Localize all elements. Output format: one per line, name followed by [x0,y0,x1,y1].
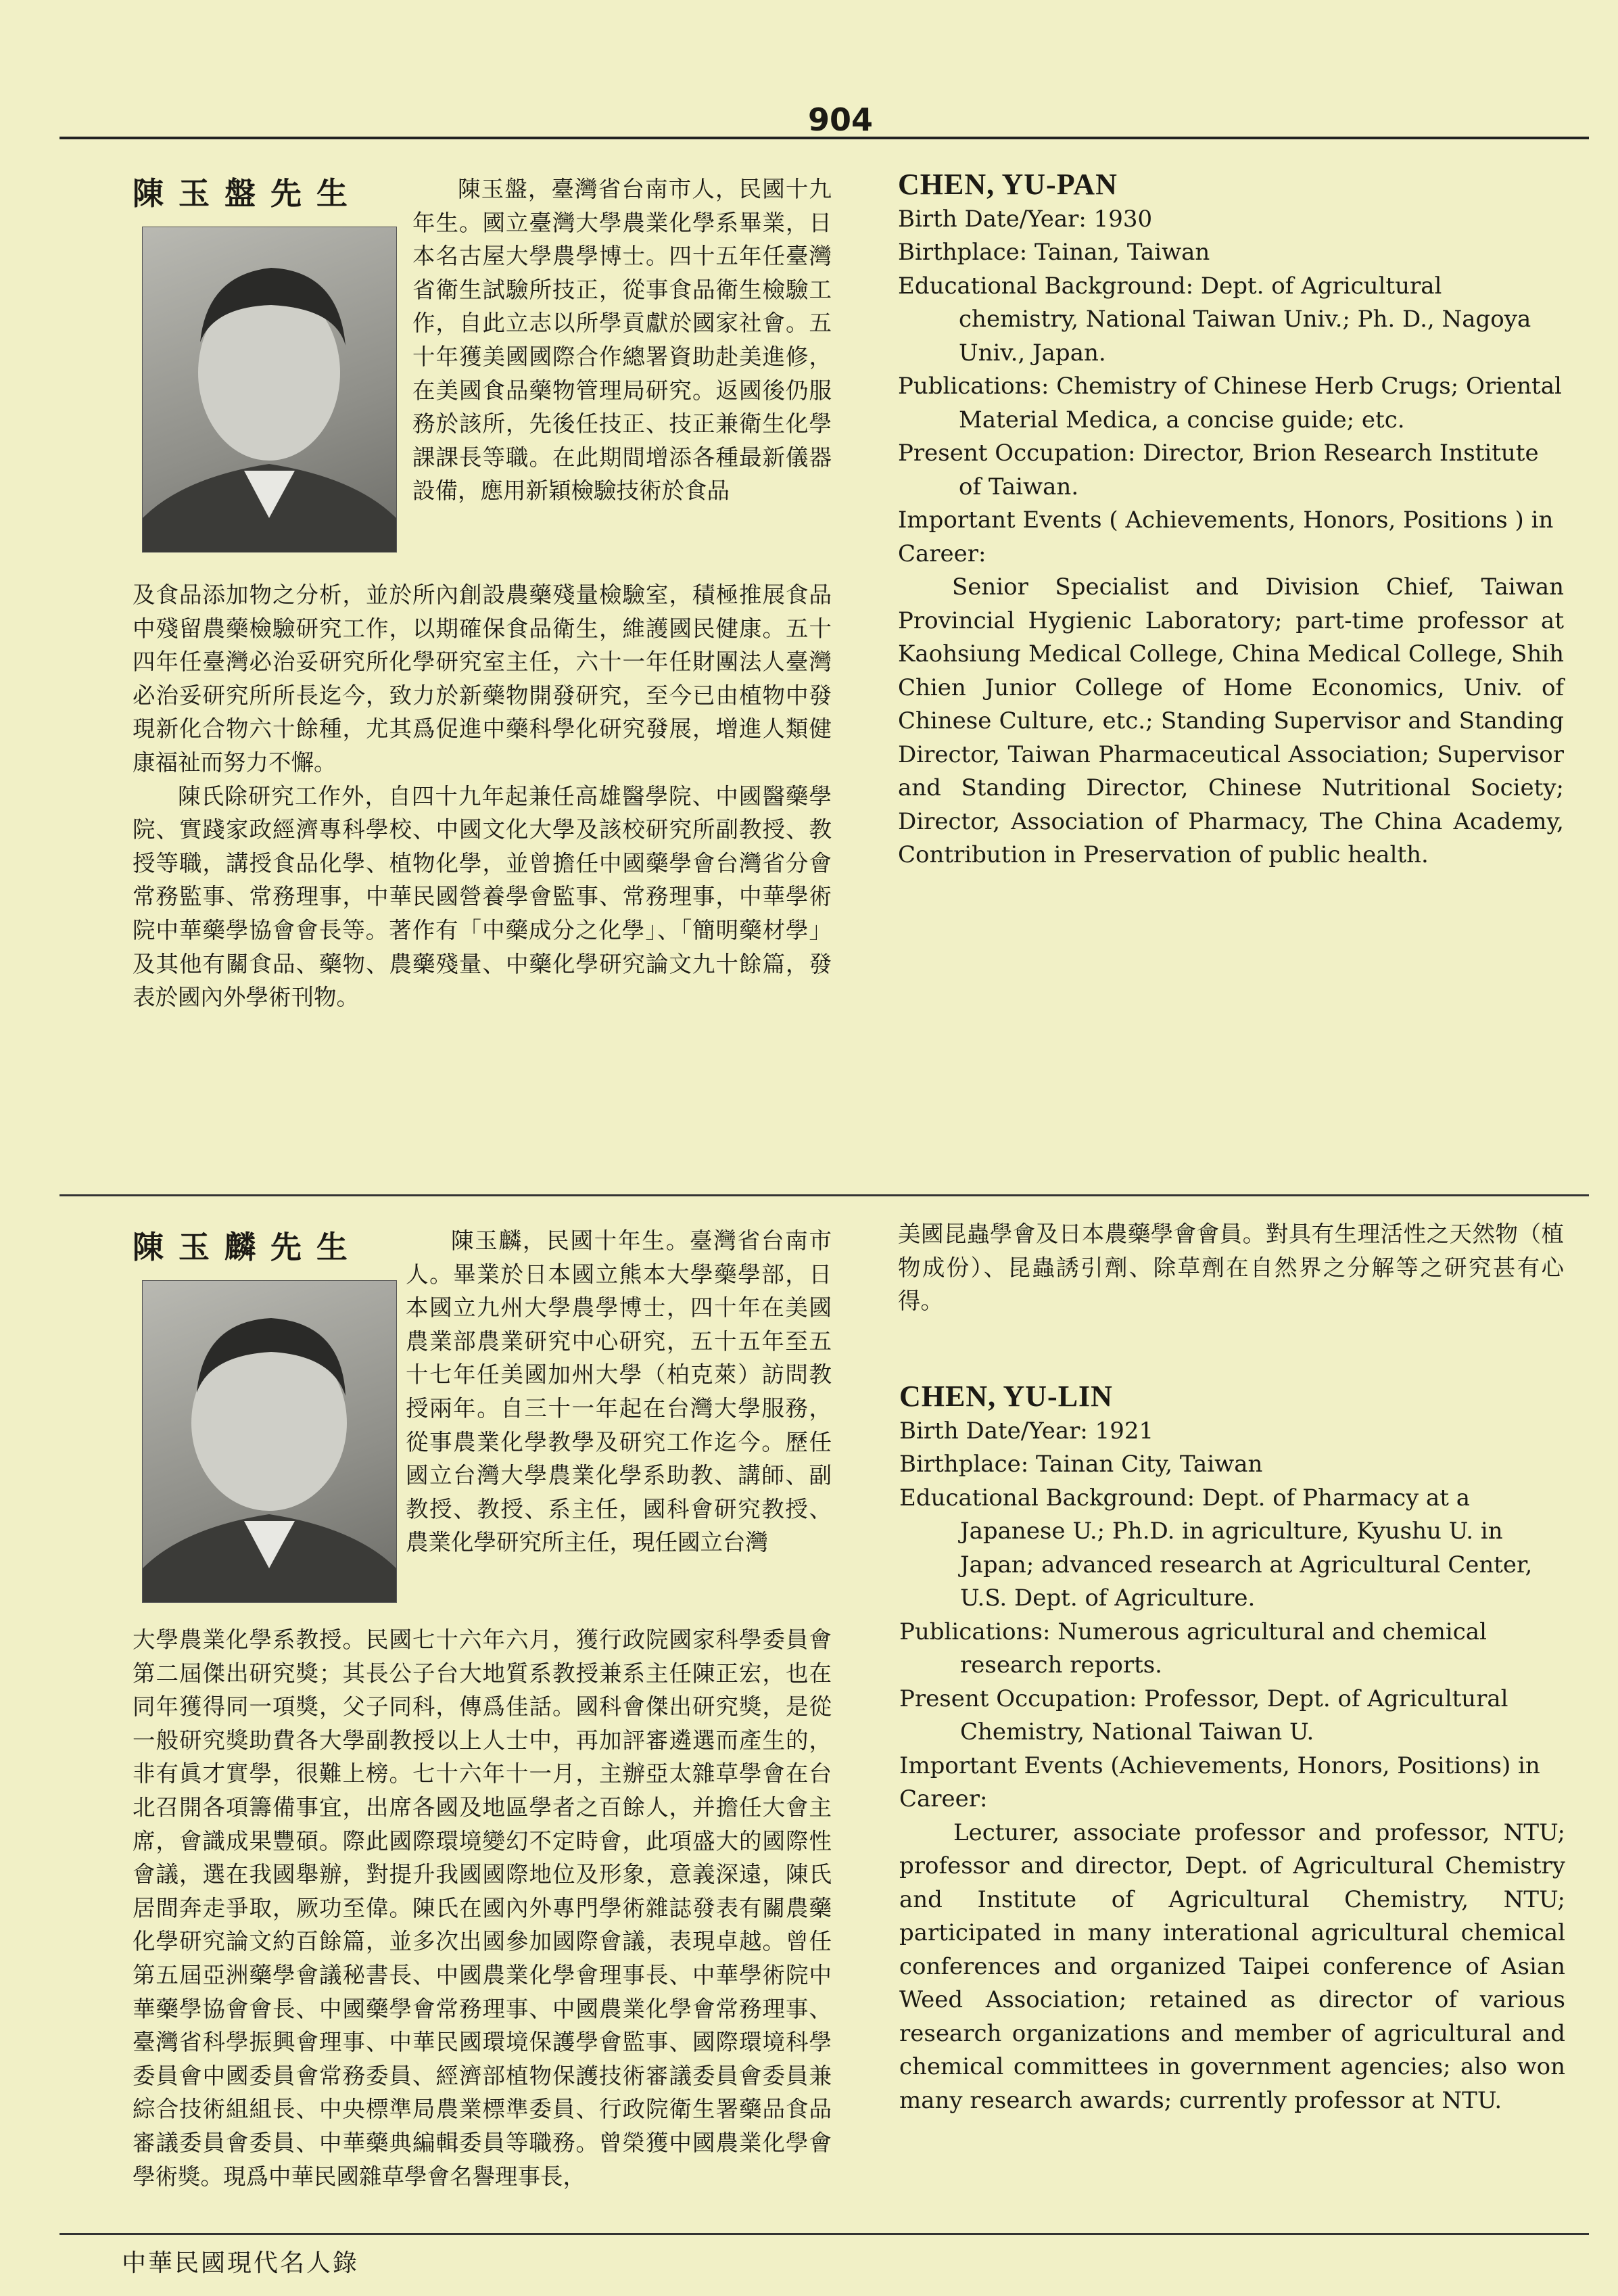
entry2-occupation: Present Occupation: Professor, Dept. of Agricultural Chemistry, National Taiwan U. [899,1685,1508,1746]
entry2-name-cn: 陳玉麟先生 [133,1229,362,1265]
entry1-events: Senior Specialist and Division Chief, Taiwan Provincial Hygienic Laboratory; part-time professor at Kaohsiung Medical College, China Medical College, Shih Chien Junior College of Home Economics, Univ. of Chinese Culture, etc.; Standing Supervisor and Standing Director, Taiwan Pharmaceutical Association; Supervisor and Standing Director, Chinese Nutritional Society; Director, Association of Pharmacy, The China Academy, Contribution in Preservation of public health. [898,573,1564,868]
entry2-birthplace: Birthplace: Tainan City, Taiwan [899,1451,1263,1478]
entry1-birthplace: Birthplace: Tainan, Taiwan [898,239,1210,266]
entry2-publications: Publications: Numerous agricultural and chemical research reports. [899,1618,1487,1679]
entry1-events-head: Important Events ( Achievements, Honors, Positions ) in Career: [898,507,1554,567]
entry1-portrait [142,227,397,553]
entry1-publications: Publications: Chemistry of Chinese Herb Crugs; Oriental Material Medica, a concise guide; etc. [898,373,1562,434]
entry1-bio-cn-para2: 陳氏除研究工作外，自四十九年起兼任高雄醫學院、中國醫藥學院、實踐家政經濟專科學校、中國文化大學及該校研究所副教授、教授等職，講授食品化學、植物化學，並曾擔任中國藥學會台灣省分會常務監事、常務理事，中華民國營養學會監事、常務理事，中華學術院中華藥學協會會長等。著作有「中藥成分之化學」、「簡明藥材學」及其他有關食品、藥物、農藥殘量、中藥化學研究論文九十餘篇，發表於國內外學術刊物。 [133,782,832,1011]
entry1-education: Educational Background: Dept. of Agricultural chemistry, National Taiwan Univ.; Ph. D., Nagoya Univ., Japan. [898,272,1531,367]
entry2-bio-cn-top: 陳玉麟，民國十年生。臺灣省台南市人。畢業於日本國立熊本大學藥學部，日本國立九州大學農學博士，四十年在美國農業部農業研究中心研究，五十五年至五十七年任美國加州大學（柏克萊）訪問教授兩年。自三十一年起在台灣大學服務，從事農業化學教學及研究工作迄今。歷任國立台灣大學農業化學系助教、講師、副教授、教授、系主任，國科會研究教授、農業化學研究所主任，現任國立台灣 [406,1227,832,1556]
entry2-bio-cn: 大學農業化學系教授。民國七十六年六月，獲行政院國家科學委員會第二屆傑出研究獎；其長公子台大地質系教授兼系主任陳正宏，也在同年獲得同一項獎，父子同科，傳爲佳話。國科會傑出研究獎，是從一般研究獎助費各大學副教授以上人士中，再加評審遴選而產生的，非有眞才實學，很難上榜。七十六年十一月，主辦亞太雜草學會在台北召開各項籌備事宜，出席各國及地區學者之百餘人，并擔任大會主席，會識成果豐碩。際此國際環境變幻不定時會，此項盛大的國際性會議，選在我國舉辦，對提升我國國際地位及形象，意義深遠，陳氏居間奔走爭取，厥功至偉。陳氏在國內外專門學術雜誌發表有關農藥化學研究論文約百餘篇，並多次出國參加國際會議，表現卓越。曾任第五屆亞洲藥學會議秘書長、中國農業化學會理事長、中華學術院中華藥學協會會長、中國藥學會常務理事、中國農業化學會常務理事、臺灣省科學振興會理事、中華民國環境保護學會監事、國際環境科學委員會中國委員會常務委員、經濟部植物保護技術審議委員會委員兼綜合技術組組長、中央標準局農業標準委員、行政院衛生署藥品食品審議委員會委員、中華藥典編輯委員等職務。曾榮獲中國農業化學會學術獎。現爲中華民國雜草學會名譽理事長， [133,1626,832,2190]
entry-divider [60,1194,1589,1196]
entry2-education: Educational Background: Dept. of Pharmacy at a Japanese U.; Ph.D. in agriculture, Kyushu U. in Japan; advanced research at Agricultural Center, U.S. Dept. of Agriculture. [899,1484,1533,1612]
page-number: 904 [808,101,874,138]
footer-rule [60,2233,1589,2235]
entry2-bio-cn-cont [898,1217,1564,1318]
entry2-english [899,1380,1565,2117]
entry1-name-en: CHEN, YU-PAN [898,168,1118,201]
entry1-bio-cn: 及食品添加物之分析，並於所內創設農藥殘量檢驗室，積極推展食品中殘留農藥檢驗研究工作，以期確保食品衛生，維護國民健康。五十四年任臺灣必治妥研究所化學研究室主任，六十一年任財團法人臺灣必治妥研究所所長迄今，致力於新藥物開發研究，至今已由植物中發現新化合物六十餘種，尤其爲促進中藥科學化研究發展，增進人類健康福祉而努力不懈。 陳氏除研究工作外，自四十九年起兼任高雄醫學院、中國醫藥學院、實踐家政經濟專科學校、中國文化大學及該校研究所副教授、教授等職，講授食品化學、植物化學，並曾擔任中國藥學會台灣省分會常務監事、常務理事，中華民國營養學會監事、常務理事，中華學術院中華藥學協會會長等。著作有「中藥成分之化學」、「簡明藥材學」及其他有關食品、藥物、農藥殘量、中藥化學研究論文九十餘篇，發表於國內外學術刊物。 [133,578,832,1014]
entry2-bio-cn-para2: 美國昆蟲學會及日本農藥學會會員。對具有生理活性之天然物（植物成份）、昆蟲誘引劑、除草劑在自然界之分解等之研究甚有心得。 [898,1221,1564,1315]
entry2-name-en: CHEN, YU-LIN [899,1380,1113,1413]
entry2-events: Lecturer, associate professor and professor, NTU; professor and director, Dept. of Agricultural Chemistry and Institute of Agricultural Chemistry, NTU; participated in many interational agricultural chemical conferences and organized Taipei conference of Asian Weed Association; retained as director of various research organizations and member of agricultural and chemical committees in government agencies; also won many research awards; currently professor at NTU. [899,1819,1565,2114]
entry2-portrait [142,1280,397,1603]
entry2-events-head: Important Events (Achievements, Honors, Positions) in Career: [899,1752,1540,1812]
entry1-occupation: Present Occupation: Director, Brion Research Institute of Taiwan. [898,440,1539,500]
entry1-english [898,168,1564,872]
entry1-bio-cn-top: 陳玉盤，臺灣省台南市人，民國十九年生。國立臺灣大學農業化學系畢業，日本名古屋大學農學博士。四十五年任臺灣省衛生試驗所技正，從事食品衛生檢驗工作，自此立志以所學貢獻於國家社會。五十年獲美國國際合作總署資助赴美進修，在美國食品藥物管理局研究。返國後仍服務於該所，先後任技正、技正兼衛生化學課課長等職。在此期間增添各種最新儀器設備，應用新穎檢驗技術於食品 [412,176,832,505]
entry2-birth: Birth Date/Year: 1921 [899,1417,1154,1445]
header-rule [60,137,1589,139]
footer-title: 中華民國現代名人錄 [122,2249,360,2277]
entry1-birth: Birth Date/Year: 1930 [898,205,1153,233]
entry1-name-cn: 陳玉盤先生 [133,175,362,212]
